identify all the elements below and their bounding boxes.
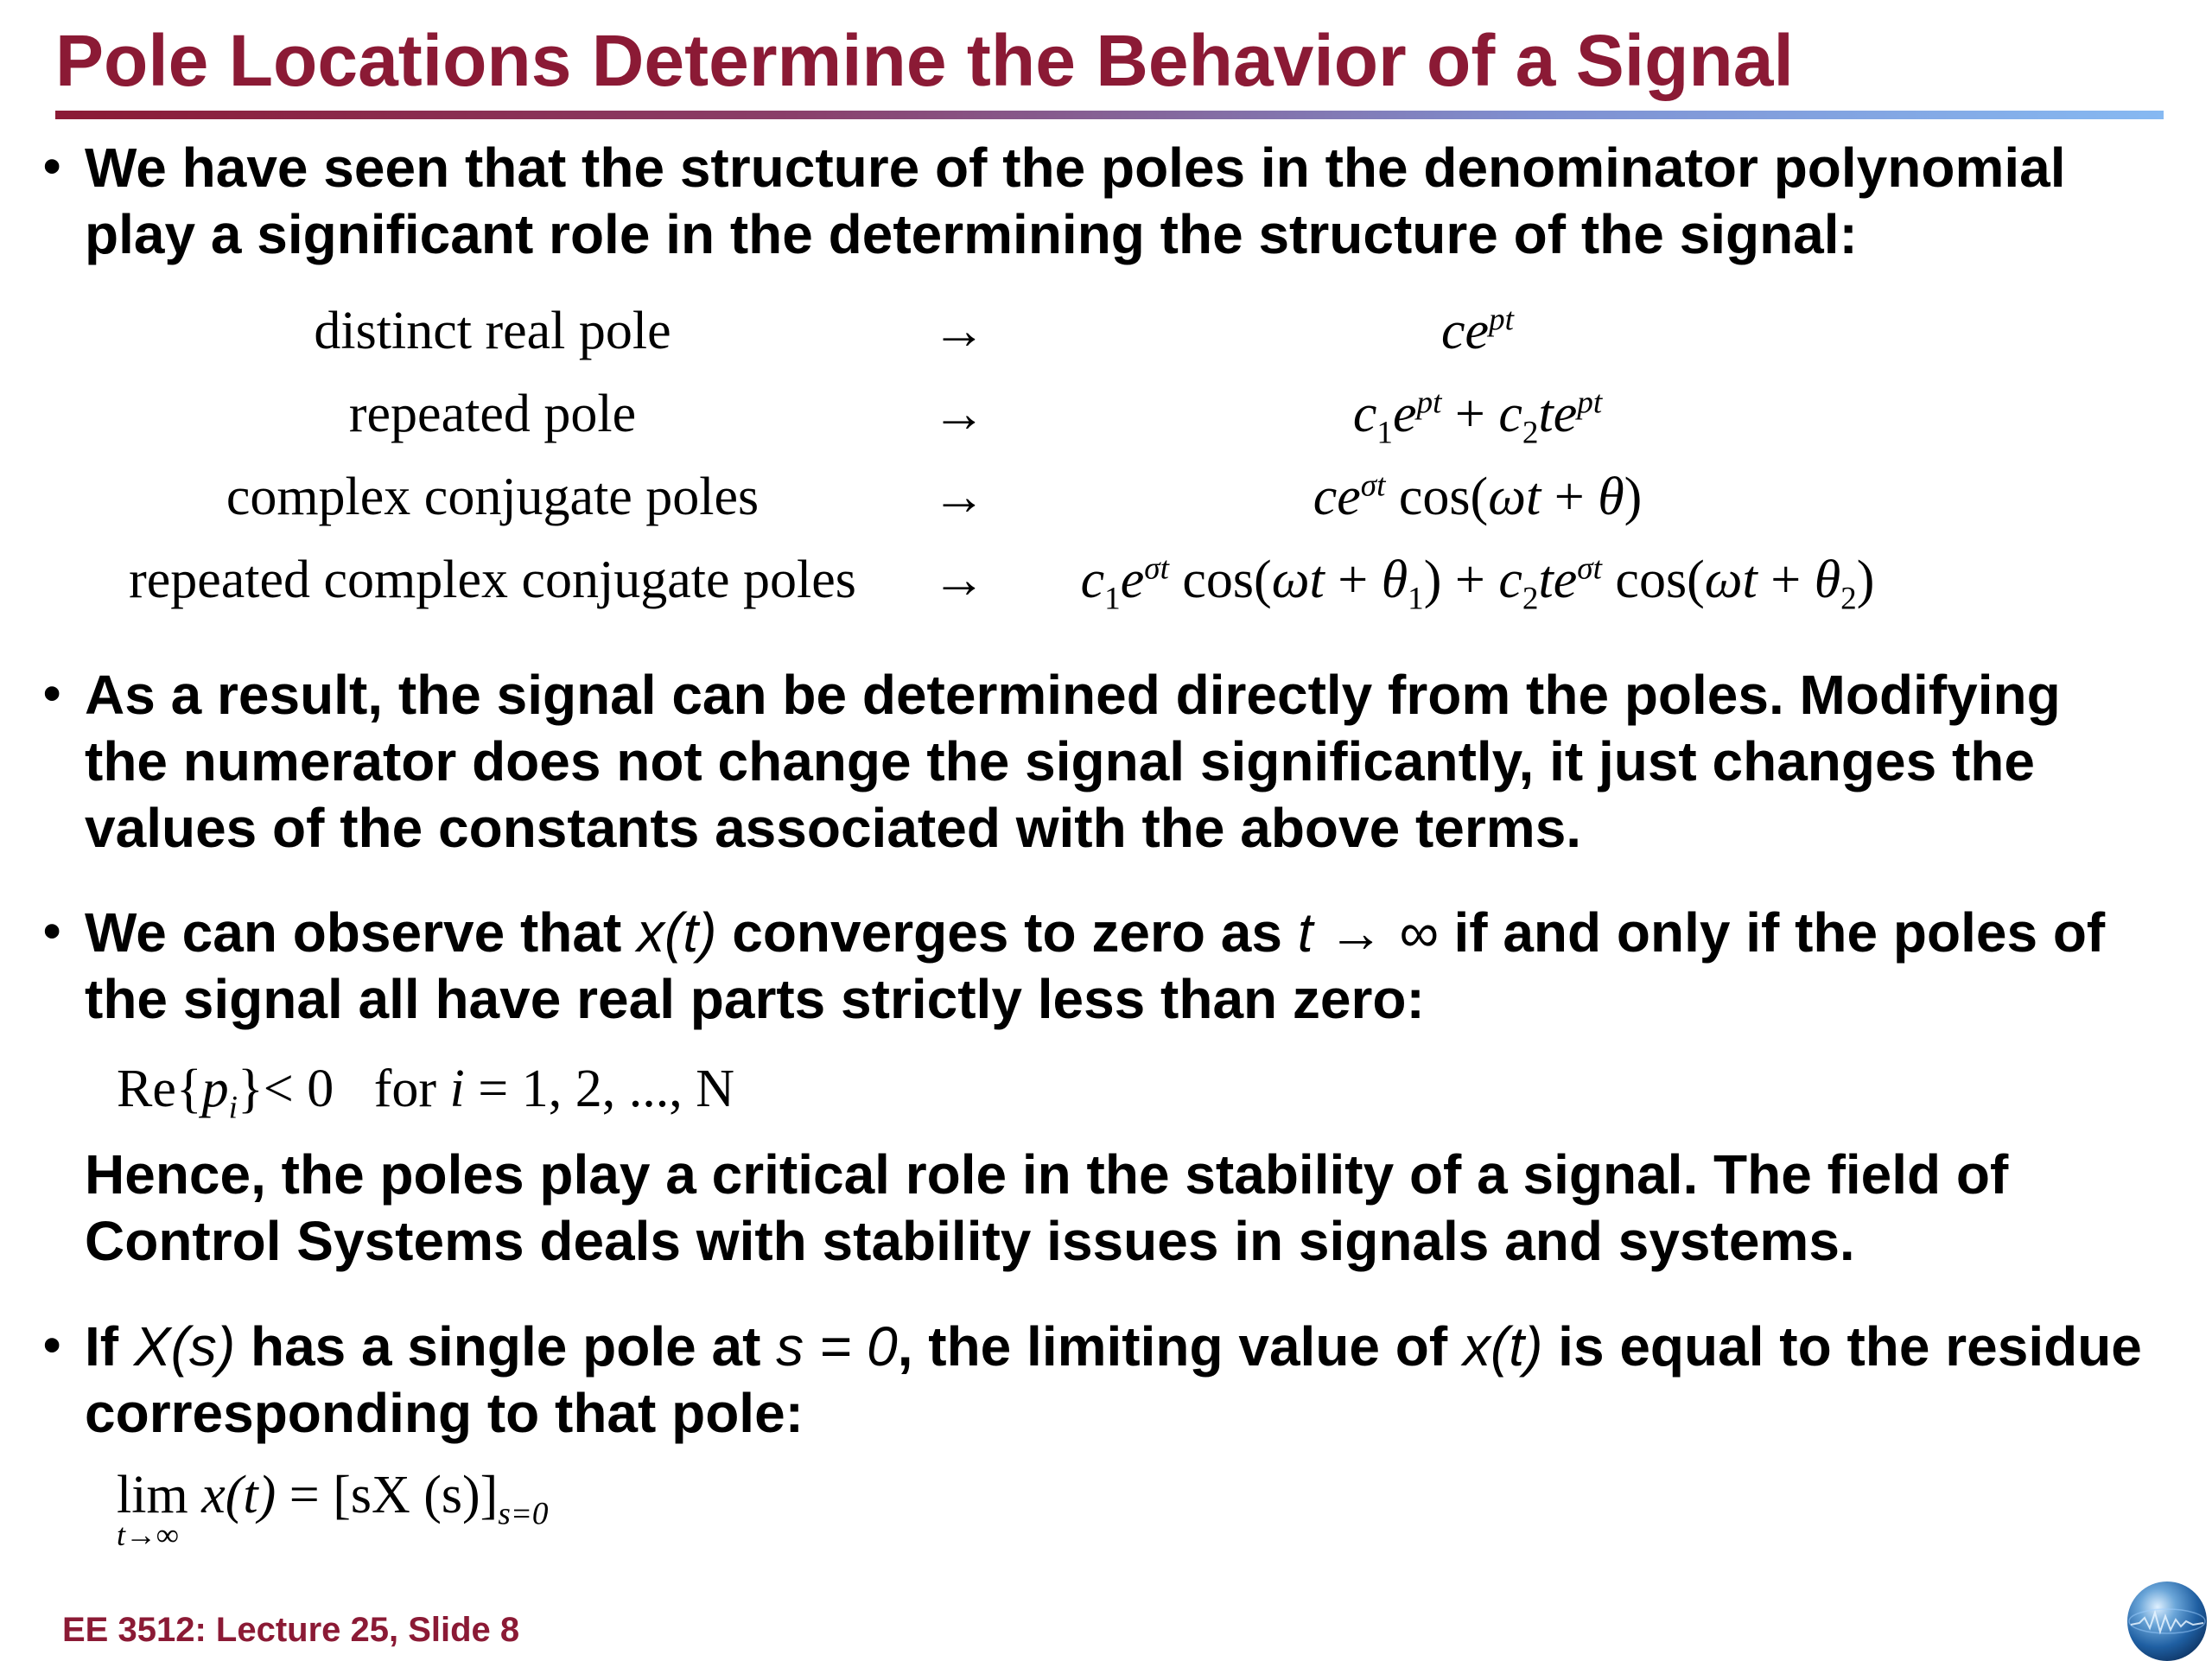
mapping-row-distinct-real <box>104 292 1936 370</box>
limit-operator: lim t→∞ <box>117 1466 188 1552</box>
bullet-4-line-1: If X(s) has a single pole at s = 0, the limiting value of x(t) is equal to the residue <box>85 1315 2142 1378</box>
hence-line-2: Control Systems deals with stability issues in signals and systems. <box>85 1210 1855 1272</box>
arrow-icon: → <box>932 468 986 526</box>
globe-logo-icon <box>2127 1581 2207 1661</box>
limit-equation: lim t→∞ x(t) = [sX $(s)]_{s=0}$ <box>117 1461 549 1530</box>
bullet-dot: • <box>43 138 61 194</box>
bullet-dot: • <box>43 665 61 722</box>
mapping-formula: $ce^{pt}$ <box>1441 302 1514 360</box>
hence-paragraph <box>85 1142 2008 1275</box>
bullet-2-line-1: As a result, the signal can be determined directly from the poles. Modifying <box>85 664 2061 726</box>
mapping-row-repeated <box>104 375 1936 453</box>
mapping-label: repeated pole <box>348 385 637 443</box>
arrow-icon: → <box>932 302 986 360</box>
mapping-row-repeated-complex <box>104 541 1936 619</box>
mapping-label: repeated complex conjugate poles <box>129 550 856 609</box>
bullet-3-line-2: the signal all have real parts strictly less than zero: <box>85 968 1425 1030</box>
hence-line-1: Hence, the poles play a critical role in the stability of a signal. The field of <box>85 1143 2009 1206</box>
slide-title: Pole Locations Determine the Behavior of a Signal <box>55 20 1794 101</box>
mapping-formula: $c_1e^{\sigma t}$ $\cos(\omega t + \theta_1) + c_2te^{\sigma t}$ $\cos(\omega t + \theta_2)$ <box>1080 550 1875 617</box>
bullet-3-line-1: We can observe that x(t) converges to zero as t → ∞ if and only if the poles of <box>85 901 2106 964</box>
bullet-dot: • <box>43 903 61 959</box>
title-rule <box>55 111 2164 119</box>
mapping-formula: $ce^{\sigma t}$ cos(ωt + θ) <box>1313 468 1643 526</box>
bullet-dot: • <box>43 1317 61 1373</box>
mapping-label: complex conjugate poles <box>226 468 760 526</box>
stability-condition: $Re\{p_i\}< 0$ for i = 1, 2, ..., N <box>117 1060 734 1126</box>
bullet-2-line-3: values of the constants associated with the above terms. <box>85 797 1582 859</box>
bullet-2-line-2: the numerator does not change the signal significantly, it just changes the <box>85 730 2035 792</box>
mapping-row-complex-conjugate <box>104 458 1936 536</box>
bullet-1-line-2: play a significant role in the determining the structure of the signal: <box>85 203 1858 265</box>
bullet-4-line-2: corresponding to that pole: <box>85 1382 804 1444</box>
arrow-icon: → <box>932 385 986 443</box>
footer-slide-label: EE 3512: Lecture 25, Slide 8 <box>62 1611 520 1649</box>
bullet-1-line-1: We have seen that the structure of the poles in the denominator polynomial <box>85 137 2066 199</box>
mapping-formula: $c_1e^{pt} + c_2te^{pt}$ <box>1352 385 1603 451</box>
mapping-label: distinct real pole <box>314 302 671 360</box>
arrow-icon: → <box>932 550 986 609</box>
